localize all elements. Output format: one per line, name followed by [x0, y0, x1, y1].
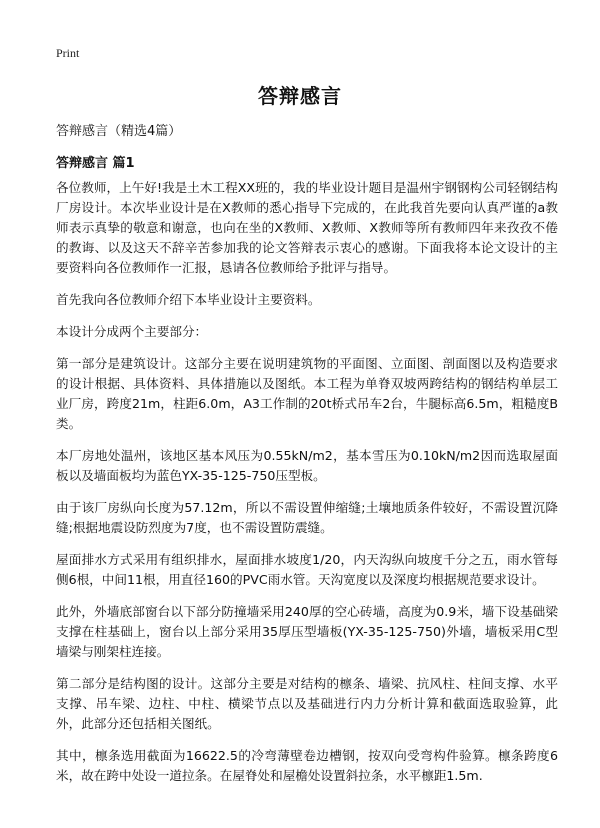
paragraph: 首先我向各位教师介绍下本毕业设计主要资料。 [56, 292, 321, 307]
document-body [56, 178, 558, 798]
paragraph: 各位教师，上午好!我是土木工程XX班的，我的毕业设计题目是温州宇钢钢构公司轻钢结构厂房设计。本次毕业设计是在X教师的悉心指导下完成的，在此我首先要向认真严谨的a教师表示真挚的敬意和谢意，也向在坐的X教师、X教师、X教师等所有教师四年来孜孜不倦的教诲、以及这天不辞辛苦参加我的论文答辩表示衷心的感谢。下面我将本论文设计的主要资料向各位教师作一汇报，恳请各位教师给予批评与指导。 [56, 180, 558, 275]
paragraph: 第二部分是结构图的设计。这部分主要是对结构的檩条、墙梁、抗风柱、柱间支撑、水平支撑、吊车梁、边柱、中柱、横梁节点以及基础进行内力分析计算和截面选取验算，此外，此部分还包括相关图纸。 [56, 676, 558, 731]
paragraph: 第一部分是建筑设计。这部分主要在说明建筑物的平面图、立面图、剖面图以及构造要求的设计根据、具体资料、具体措施以及图纸。本工程为单脊双坡两跨结构的钢结构单层工业厂房，跨度21m，柱距6.0m，A3工作制的20t桥式吊车2台，牛腿标高6.5m，粗糙度B类。 [56, 356, 558, 431]
paragraph: 其中，檩条选用截面为16622.5的冷弯薄壁卷边槽钢，按双向受弯构件验算。檩条跨度6米，故在跨中处设一道拉条。在屋脊处和屋檐处设置斜拉条，水平檩距1.5m. [56, 748, 558, 783]
paragraph: 本设计分成两个主要部分： [56, 324, 208, 339]
paragraph: 屋面排水方式采用有组织排水，屋面排水坡度1/20，内天沟纵向坡度千分之五，雨水管每侧6根，中间11根，用直径160的PVC雨水管。天沟宽度以及深度均根据规范要求设计。 [56, 552, 558, 587]
print-link[interactable]: Print [56, 46, 80, 60]
paragraph: 此外，外墙底部窗台以下部分防撞墙采用240厚的空心砖墙，高度为0.9米，墙下设基础梁支撑在柱基础上，窗台以上部分采用35厚压型墙板(YX-35-125-750)外墙，墙板采用C型墙梁与刚架柱连接。 [56, 604, 558, 659]
section-heading: 答辩感言 篇1 [56, 156, 135, 171]
paragraph: 本厂房地处温州，该地区基本风压为0.55kN/m2，基本雪压为0.10kN/m2因而选取屋面板以及墙面板均为蓝色YX-35-125-750压型板。 [56, 448, 558, 483]
paragraph: 由于该厂房纵向长度为57.12m，所以不需设置伸缩缝;土壤地质条件较好，不需设置沉降缝;根据地震设防烈度为7度，也不需设置防震缝。 [56, 500, 558, 535]
document-title: 答辩感言 [258, 84, 342, 108]
document-subtitle: 答辩感言（精选4篇） [56, 124, 182, 139]
